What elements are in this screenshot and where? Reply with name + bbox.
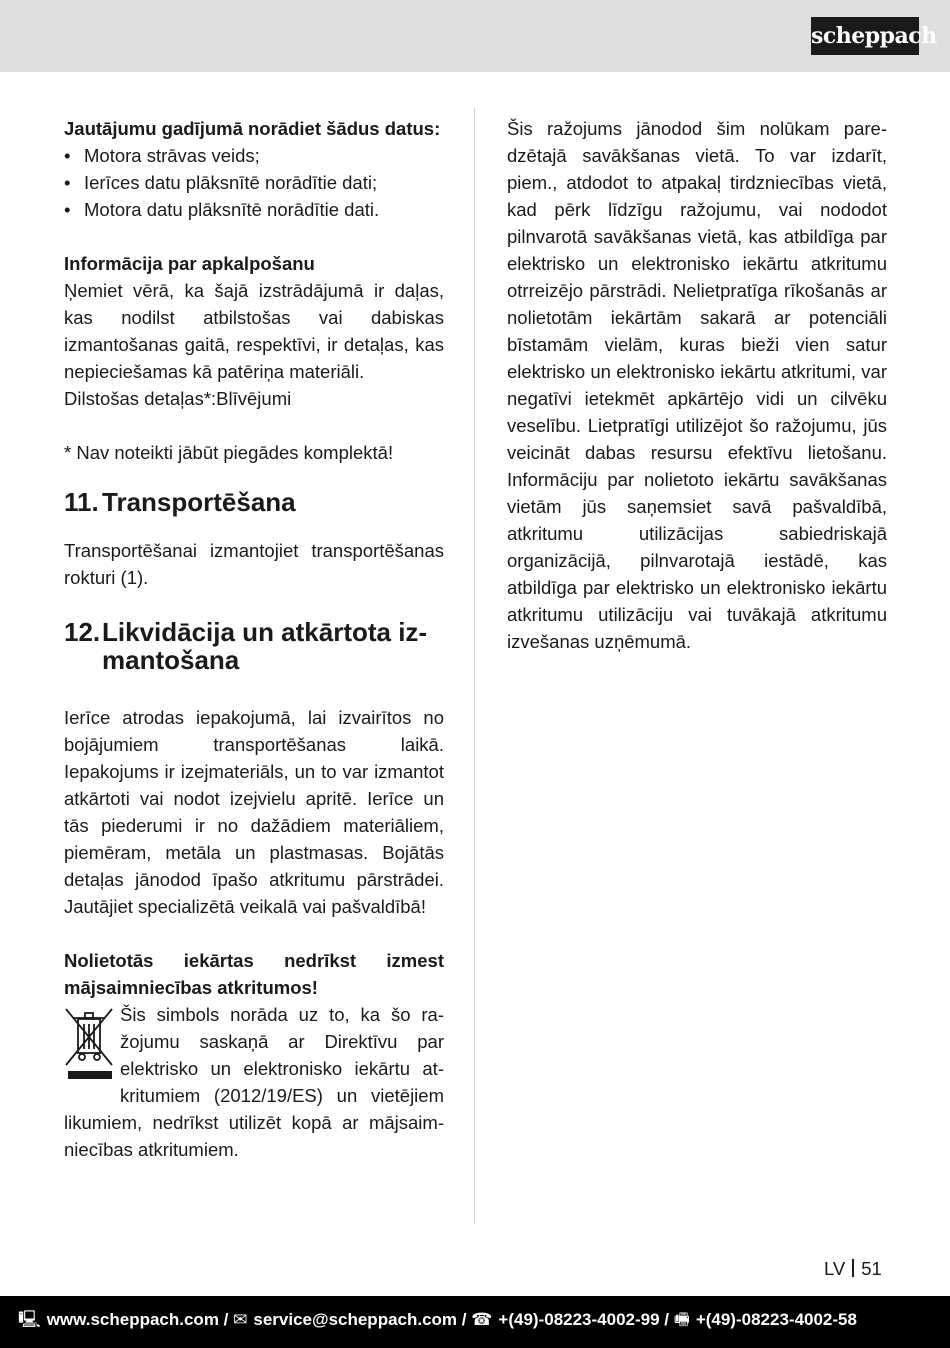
- envelope-icon: ✉: [233, 1310, 248, 1329]
- list-item: • Ierīces datu plāksnītē norādītie dati;: [64, 169, 444, 196]
- language-code: LV: [824, 1258, 846, 1279]
- section-11-heading: [64, 488, 444, 516]
- list-item: • Motora strāvas veids;: [64, 142, 444, 169]
- section-title: Likvidācija un atkārtota izmantošana: [102, 617, 428, 675]
- phone-icon: ☎: [471, 1310, 493, 1329]
- list-item: • Motora datu plāksnītē norādītie dati.: [64, 196, 444, 223]
- column-divider: [474, 108, 475, 1224]
- computer-icon: 🖳: [18, 1310, 41, 1329]
- section-12-heading: [64, 618, 444, 674]
- info-request-heading: Jautājumu gadījumā norādiet šādus datus:: [64, 118, 441, 139]
- footer-bar: [0, 1296, 950, 1348]
- header-bar: [0, 0, 950, 72]
- transport-text: Transportēšanai izmantojiet transportēšanas rokturi (1).: [64, 540, 444, 588]
- weee-text: Šis simbols norāda uz to, ka šo ražojumu saskaņā ar Direktīvu par elektrisko un elektronisko iekārtu atkritumiem (2012/19/ES) un vietējiem likumiem, nedrīkst utilizēt kopā ar mājsaimniecības atkritumiem.: [64, 1004, 444, 1160]
- section-number: 12.: [64, 617, 101, 647]
- service-text: Ņemiet vērā, ka šajā izstrādājumā ir daļas, kas nodilst atbilstošas vai dabiskas izmantošanas gaitā, respektīvi, ir detaļas, kas nepieciešamas kā patēriņa materiāli.: [64, 280, 444, 382]
- right-column: [507, 115, 887, 655]
- section-number: 11.: [64, 487, 99, 517]
- wear-parts-text: Dilstošas detaļas*:Blīvējumi: [64, 388, 292, 409]
- fax-number: +(49)-08223-4002-58: [695, 1310, 857, 1329]
- separator: [852, 1259, 854, 1277]
- scheppach-logo: scheppach: [811, 17, 919, 55]
- page-number-value: 51: [861, 1258, 882, 1279]
- collection-text: Šis ražojums jānodod šim nolūkam paredzētajā savākšanas vietā. To var izdarīt, piem., atdodot to atpakaļ tirdzniecības vietā, kad pērk līdzīgu ražojumu, vai nododot pilnvarotā savākšanas vietā, kas atbildīga par elektrisko un elektronisko iekārtu atkritumu otrreizējo pārstrādi. Nelietpratīga rīkošanās ar nolietotām iekārtām sakarā ar potenciāli bīstamām vielām, kuras bieži vien satur elektrisko un elektronisko iekārtu atkritumi, var negatīvi ietekmēt apkārtējo vidi un cilvēku veselību. Lietpratīgi utilizējot šo ražojumu, jūs veicināt dabas resursu efektīvu lietošanu. Informāciju par nolietoto iekārtu savākšanas vietām jūs saņemsiet savā pašvaldībā, atkritumu utilizācijas sabiedriskajā organizācijā, pilnvarotajā iestādē, kas atbildīga par elektrisko un elektronisko iekārtu atkritumu utilizāciju vai tuvākajā atkritumu izvešanas uzņēmumā.: [507, 118, 887, 652]
- crossed-bin-icon: [64, 1005, 120, 1085]
- phone-number: +(49)-08223-4002-99 /: [498, 1310, 670, 1329]
- footnote: * Nav noteikti jābūt piegādes komplektā!: [64, 442, 394, 463]
- info-request-list: [64, 142, 444, 223]
- page-number: [824, 1255, 882, 1282]
- left-column: [64, 115, 444, 1163]
- section-title: Transportēšana: [102, 487, 296, 517]
- household-waste-warning: Nolietotās iekārtas nedrīkst izmest mājsaimniecības atkritumos!: [64, 950, 444, 998]
- website-link[interactable]: www.scheppach.com /: [46, 1310, 229, 1329]
- fax-icon: 🖷: [673, 1310, 690, 1329]
- service-heading: Informācija par apkalpošanu: [64, 253, 315, 274]
- email-link[interactable]: service@scheppach.com /: [253, 1310, 467, 1329]
- disposal-text: Ierīce atrodas iepakojumā, lai izvairītos no bojājumiem transportēšanas laikā. Iepakojums ir izejmateriāls, un to var izmantot atkārtoti vai nodot izejvielu apritē. Ierīce un tās piederumi ir no dažādiem materiāliem, piemēram, metāla un plastmasas. Bojātās detaļas jānodod īpašo atkritumu pārstrādei. Jautājiet specializētā veikalā vai pašvaldībā!: [64, 707, 444, 917]
- weee-block: [64, 1001, 444, 1163]
